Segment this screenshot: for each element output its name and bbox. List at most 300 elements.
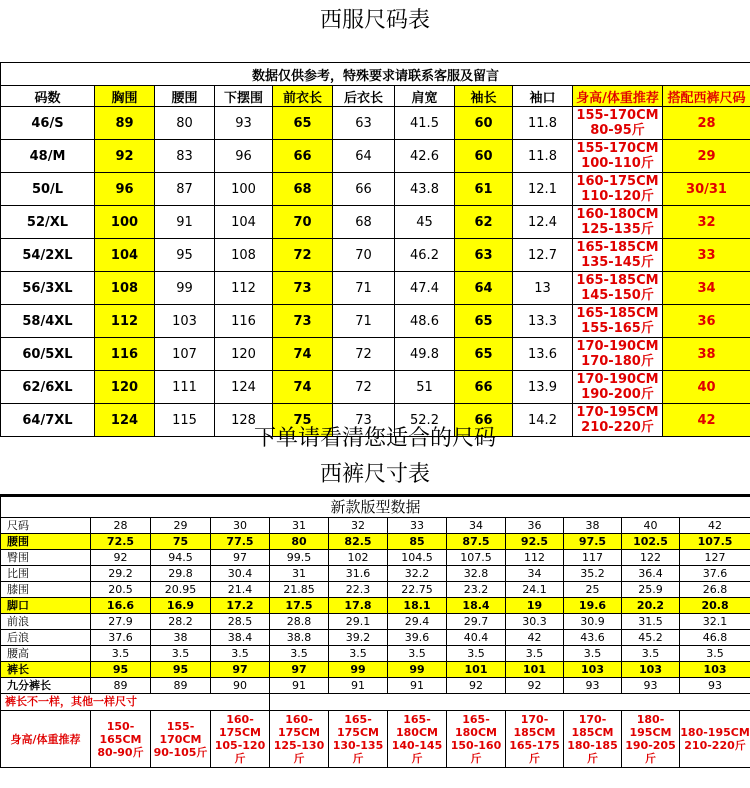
suit-cell: 74 — [273, 338, 333, 371]
pants-cell: 103 — [680, 662, 750, 678]
suit-cell: 52.2 — [395, 404, 455, 437]
pants-cell: 37.6 — [91, 630, 151, 646]
suit-cell: 80 — [155, 107, 215, 140]
pants-cell: 90 — [211, 678, 270, 694]
suit-cell: 71 — [333, 305, 395, 338]
rec-height: 170-190CM — [576, 339, 659, 354]
suit-header-cell: 码数 — [1, 86, 95, 107]
pants-cell: 30.4 — [211, 566, 270, 582]
suit-row — [1, 371, 750, 404]
rec-weight: 125-135斤 — [581, 222, 654, 237]
suit-cell: 96 — [95, 173, 155, 206]
pants-rec-cell: 170-185CM 165-175斤 — [506, 711, 564, 768]
pants-rec-cell: 160-175CM 125-130斤 — [270, 711, 329, 768]
pants-row-label: 尺码 — [1, 518, 91, 534]
pants-cell: 3.5 — [564, 646, 622, 662]
suit-cell: 111 — [155, 371, 215, 404]
suit-cell: 61 — [455, 173, 513, 206]
suit-pants-size: 33 — [663, 239, 750, 272]
suit-cell: 100 — [95, 206, 155, 239]
pants-cell: 18.4 — [447, 598, 506, 614]
pants-cell: 3.5 — [211, 646, 270, 662]
suit-header-cell: 身高/体重推荐 — [573, 86, 663, 107]
pants-row-label: 膝围 — [1, 582, 91, 598]
pants-cell: 29 — [151, 518, 211, 534]
pants-row — [1, 662, 750, 678]
suit-cell: 112 — [215, 272, 273, 305]
suit-cell: 56/3XL — [1, 272, 95, 305]
pants-cell: 31 — [270, 566, 329, 582]
pants-rec-cell: 180-195CM 190-205斤 — [622, 711, 680, 768]
suit-pants-size: 40 — [663, 371, 750, 404]
suit-cell: 73 — [273, 305, 333, 338]
suit-header-cell: 袖口 — [513, 86, 573, 107]
suit-cell: 96 — [215, 140, 273, 173]
suit-cell: 49.8 — [395, 338, 455, 371]
pants-cell: 28.8 — [270, 614, 329, 630]
suit-row — [1, 272, 750, 305]
suit-cell: 62/6XL — [1, 371, 95, 404]
pants-rec-cell: 150-165CM 80-90斤 — [91, 711, 151, 768]
suit-rec-cell — [573, 305, 663, 338]
suit-cell: 103 — [155, 305, 215, 338]
pants-cell: 17.5 — [270, 598, 329, 614]
suit-row — [1, 239, 750, 272]
pants-cell: 3.5 — [151, 646, 211, 662]
pants-cell: 17.8 — [329, 598, 388, 614]
suit-cell: 50/L — [1, 173, 95, 206]
suit-header-cell: 前衣长 — [273, 86, 333, 107]
suit-cell: 45 — [395, 206, 455, 239]
suit-cell: 64/7XL — [1, 404, 95, 437]
pants-cell: 117 — [564, 550, 622, 566]
suit-row — [1, 173, 750, 206]
suit-pants-size: 29 — [663, 140, 750, 173]
pants-cell: 92 — [91, 550, 151, 566]
pants-cell: 33 — [388, 518, 447, 534]
pants-cell: 20.2 — [622, 598, 680, 614]
suit-cell: 72 — [333, 371, 395, 404]
pants-cell: 16.9 — [151, 598, 211, 614]
pants-cell: 28.5 — [211, 614, 270, 630]
pants-rec-cell: 170-185CM 180-185斤 — [564, 711, 622, 768]
pants-cell: 29.7 — [447, 614, 506, 630]
suit-cell: 66 — [333, 173, 395, 206]
pants-cell: 19.6 — [564, 598, 622, 614]
order-hint: 下单请看清您适合的尺码 — [253, 426, 496, 451]
suit-cell: 13 — [513, 272, 573, 305]
pants-cell: 122 — [622, 550, 680, 566]
pants-cell: 21.85 — [270, 582, 329, 598]
pants-cell: 32 — [329, 518, 388, 534]
pants-cell: 38.8 — [270, 630, 329, 646]
suit-cell: 100 — [215, 173, 273, 206]
rec-height: 170-190CM — [576, 372, 659, 387]
pants-rec-label: 身高/体重推荐 — [1, 711, 91, 768]
pants-cell: 19 — [506, 598, 564, 614]
suit-rec-cell — [573, 107, 663, 140]
pants-cell: 21.4 — [211, 582, 270, 598]
pants-cell: 89 — [91, 678, 151, 694]
suit-header-cell: 袖长 — [455, 86, 513, 107]
pants-cell: 103 — [622, 662, 680, 678]
pants-cell: 20.8 — [680, 598, 750, 614]
suit-cell: 41.5 — [395, 107, 455, 140]
suit-cell: 66 — [455, 371, 513, 404]
suit-rec-cell — [573, 140, 663, 173]
pants-cell: 34 — [447, 518, 506, 534]
pants-row — [1, 630, 750, 646]
pants-cell: 31.5 — [622, 614, 680, 630]
pants-cell: 27.9 — [91, 614, 151, 630]
pants-row — [1, 518, 750, 534]
pants-cell: 89 — [151, 678, 211, 694]
pants-cell: 97 — [211, 662, 270, 678]
pants-cell: 43.6 — [564, 630, 622, 646]
pants-cell: 24.1 — [506, 582, 564, 598]
rec-height: 165-185CM — [576, 240, 659, 255]
suit-cell: 60 — [455, 107, 513, 140]
suit-rec-cell — [573, 239, 663, 272]
suit-cell: 12.1 — [513, 173, 573, 206]
suit-cell: 48/M — [1, 140, 95, 173]
pants-row — [1, 598, 750, 614]
pants-cell: 38 — [151, 630, 211, 646]
pants-cell: 42 — [506, 630, 564, 646]
pants-cell: 77.5 — [211, 534, 270, 550]
rec-weight: 155-165斤 — [581, 321, 654, 336]
pants-cell: 38.4 — [211, 630, 270, 646]
suit-row — [1, 107, 750, 140]
suit-note: 数据仅供参考，特殊要求请联系客服及留言 — [1, 63, 750, 86]
rec-height: 155-170CM — [576, 108, 659, 123]
pants-cell: 75 — [151, 534, 211, 550]
suit-cell: 58/4XL — [1, 305, 95, 338]
suit-row — [1, 140, 750, 173]
suit-cell: 83 — [155, 140, 215, 173]
pants-cell: 3.5 — [622, 646, 680, 662]
pants-row — [1, 550, 750, 566]
pants-cell: 93 — [680, 678, 750, 694]
pants-row-label: 腰围 — [1, 534, 91, 550]
pants-row-label: 前浪 — [1, 614, 91, 630]
pants-cell: 97.5 — [564, 534, 622, 550]
pants-row — [1, 678, 750, 694]
pants-cell: 45.2 — [622, 630, 680, 646]
pants-row-label: 腰高 — [1, 646, 91, 662]
suit-cell: 60/5XL — [1, 338, 95, 371]
suit-rec-cell — [573, 371, 663, 404]
suit-cell: 46/S — [1, 107, 95, 140]
suit-cell: 13.9 — [513, 371, 573, 404]
suit-title: 西服尺码表 — [319, 8, 430, 33]
pants-cell: 99.5 — [270, 550, 329, 566]
suit-cell: 104 — [95, 239, 155, 272]
pants-row — [1, 566, 750, 582]
pants-cell: 102.5 — [622, 534, 680, 550]
suit-cell: 87 — [155, 173, 215, 206]
suit-cell: 73 — [273, 272, 333, 305]
suit-rec-cell — [573, 173, 663, 206]
pants-cell: 16.6 — [91, 598, 151, 614]
suit-cell: 66 — [455, 404, 513, 437]
pants-cell: 92 — [506, 678, 564, 694]
pants-cell: 107.5 — [447, 550, 506, 566]
pants-cell: 28 — [91, 518, 151, 534]
pants-cell: 92.5 — [506, 534, 564, 550]
pants-cell: 20.95 — [151, 582, 211, 598]
pants-cell: 39.6 — [388, 630, 447, 646]
pants-cell: 36 — [506, 518, 564, 534]
suit-cell: 115 — [155, 404, 215, 437]
pants-cell: 72.5 — [91, 534, 151, 550]
suit-header-cell: 胸围 — [95, 86, 155, 107]
pants-cell: 87.5 — [447, 534, 506, 550]
pants-cell: 93 — [622, 678, 680, 694]
pants-row — [1, 614, 750, 630]
pants-cell: 112 — [506, 550, 564, 566]
suit-cell: 60 — [455, 140, 513, 173]
suit-pants-size: 38 — [663, 338, 750, 371]
pants-cell: 30.3 — [506, 614, 564, 630]
rec-height: 165-185CM — [576, 273, 659, 288]
pants-row — [1, 582, 750, 598]
suit-cell: 70 — [333, 239, 395, 272]
pants-cell: 29.4 — [388, 614, 447, 630]
pants-cell: 29.2 — [91, 566, 151, 582]
pants-row-label: 比围 — [1, 566, 91, 582]
pants-cell: 31 — [270, 518, 329, 534]
suit-cell: 46.2 — [395, 239, 455, 272]
pants-cell: 127 — [680, 550, 750, 566]
rec-height: 160-175CM — [576, 174, 659, 189]
suit-cell: 128 — [215, 404, 273, 437]
suit-cell: 47.4 — [395, 272, 455, 305]
suit-cell: 108 — [95, 272, 155, 305]
suit-cell: 42.6 — [395, 140, 455, 173]
suit-cell: 62 — [455, 206, 513, 239]
pants-rec-cell: 160-175CM 105-120斤 — [211, 711, 270, 768]
rec-weight: 190-200斤 — [581, 387, 654, 402]
suit-header-cell: 后衣长 — [333, 86, 395, 107]
pants-note-blank — [270, 694, 750, 711]
suit-rec-cell — [573, 206, 663, 239]
suit-cell: 64 — [333, 140, 395, 173]
pants-size-table — [0, 496, 750, 768]
pants-cell: 103 — [564, 662, 622, 678]
suit-cell: 107 — [155, 338, 215, 371]
suit-cell: 52/XL — [1, 206, 95, 239]
suit-pants-size: 42 — [663, 404, 750, 437]
pants-cell: 92 — [447, 678, 506, 694]
pants-cell: 40 — [622, 518, 680, 534]
suit-cell: 11.8 — [513, 107, 573, 140]
suit-cell: 48.6 — [395, 305, 455, 338]
pants-cell: 3.5 — [447, 646, 506, 662]
suit-cell: 104 — [215, 206, 273, 239]
suit-cell: 11.8 — [513, 140, 573, 173]
suit-cell: 95 — [155, 239, 215, 272]
suit-cell: 13.3 — [513, 305, 573, 338]
pants-cell: 18.1 — [388, 598, 447, 614]
suit-cell: 65 — [455, 305, 513, 338]
suit-cell: 112 — [95, 305, 155, 338]
pants-cell: 102 — [329, 550, 388, 566]
pants-cell: 30 — [211, 518, 270, 534]
pants-cell: 3.5 — [680, 646, 750, 662]
rec-weight: 100-110斤 — [581, 156, 654, 171]
suit-cell: 120 — [215, 338, 273, 371]
pants-cell: 3.5 — [270, 646, 329, 662]
suit-cell: 66 — [273, 140, 333, 173]
suit-row — [1, 338, 750, 371]
suit-cell: 14.2 — [513, 404, 573, 437]
suit-cell: 124 — [215, 371, 273, 404]
suit-rec-cell — [573, 272, 663, 305]
suit-cell: 116 — [215, 305, 273, 338]
pants-cell: 25 — [564, 582, 622, 598]
pants-cell: 101 — [447, 662, 506, 678]
pants-note: 裤长不一样，其他一样尺寸 — [1, 694, 270, 711]
suit-cell: 74 — [273, 371, 333, 404]
pants-cell: 37.6 — [680, 566, 750, 582]
suit-pants-size: 28 — [663, 107, 750, 140]
pants-cell: 3.5 — [388, 646, 447, 662]
suit-cell: 92 — [95, 140, 155, 173]
suit-cell: 71 — [333, 272, 395, 305]
pants-row-label: 脚口 — [1, 598, 91, 614]
pants-cell: 29.8 — [151, 566, 211, 582]
suit-size-table — [0, 62, 750, 437]
rec-weight: 170-180斤 — [581, 354, 654, 369]
suit-cell: 51 — [395, 371, 455, 404]
pants-cell: 22.75 — [388, 582, 447, 598]
pants-cell: 42 — [680, 518, 750, 534]
pants-cell: 40.4 — [447, 630, 506, 646]
suit-cell: 75 — [273, 404, 333, 437]
suit-cell: 63 — [455, 239, 513, 272]
pants-cell: 39.2 — [329, 630, 388, 646]
suit-cell: 72 — [333, 338, 395, 371]
suit-cell: 13.6 — [513, 338, 573, 371]
pants-cell: 17.2 — [211, 598, 270, 614]
rec-height: 160-180CM — [576, 207, 659, 222]
suit-cell: 73 — [333, 404, 395, 437]
rec-weight: 110-120斤 — [581, 189, 654, 204]
pants-cell: 82.5 — [329, 534, 388, 550]
suit-pants-size: 36 — [663, 305, 750, 338]
pants-cell: 36.4 — [622, 566, 680, 582]
pants-cell: 25.9 — [622, 582, 680, 598]
suit-pants-size: 30/31 — [663, 173, 750, 206]
rec-weight: 145-150斤 — [581, 288, 654, 303]
suit-cell: 99 — [155, 272, 215, 305]
pants-cell: 97 — [211, 550, 270, 566]
suit-pants-size: 34 — [663, 272, 750, 305]
pants-cell: 22.3 — [329, 582, 388, 598]
pants-cell: 26.8 — [680, 582, 750, 598]
suit-cell: 68 — [333, 206, 395, 239]
pants-cell: 3.5 — [329, 646, 388, 662]
pants-cell: 29.1 — [329, 614, 388, 630]
pants-cell: 91 — [388, 678, 447, 694]
suit-cell: 12.7 — [513, 239, 573, 272]
pants-cell: 91 — [329, 678, 388, 694]
suit-cell: 91 — [155, 206, 215, 239]
pants-rec-cell: 155-170CM 90-105斤 — [151, 711, 211, 768]
suit-cell: 70 — [273, 206, 333, 239]
pants-row-label: 裤长 — [1, 662, 91, 678]
pants-cell: 3.5 — [91, 646, 151, 662]
pants-cell: 94.5 — [151, 550, 211, 566]
rec-weight: 80-95斤 — [590, 123, 645, 138]
pants-cell: 38 — [564, 518, 622, 534]
pants-subtitle: 新款版型数据 — [1, 497, 750, 518]
pants-row-label: 九分裤长 — [1, 678, 91, 694]
pants-cell: 99 — [329, 662, 388, 678]
suit-cell: 116 — [95, 338, 155, 371]
pants-row — [1, 534, 750, 550]
suit-cell: 68 — [273, 173, 333, 206]
pants-cell: 35.2 — [564, 566, 622, 582]
rec-weight: 210-220斤 — [581, 420, 654, 435]
suit-cell: 124 — [95, 404, 155, 437]
suit-cell: 65 — [273, 107, 333, 140]
suit-header-cell: 下摆围 — [215, 86, 273, 107]
pants-cell: 107.5 — [680, 534, 750, 550]
suit-header-cell: 肩宽 — [395, 86, 455, 107]
pants-cell: 93 — [564, 678, 622, 694]
suit-cell: 89 — [95, 107, 155, 140]
suit-pants-size: 32 — [663, 206, 750, 239]
pants-cell: 97 — [270, 662, 329, 678]
suit-cell: 43.8 — [395, 173, 455, 206]
pants-cell: 91 — [270, 678, 329, 694]
suit-cell: 108 — [215, 239, 273, 272]
pants-cell: 95 — [91, 662, 151, 678]
pants-cell: 32.1 — [680, 614, 750, 630]
rec-height: 155-170CM — [576, 141, 659, 156]
pants-cell: 30.9 — [564, 614, 622, 630]
pants-row-label: 臀围 — [1, 550, 91, 566]
pants-rec-cell: 165-180CM 140-145斤 — [388, 711, 447, 768]
suit-cell: 72 — [273, 239, 333, 272]
pants-rec-cell: 180-195CM 210-220斤 — [680, 711, 750, 768]
pants-row-label: 后浪 — [1, 630, 91, 646]
suit-cell: 12.4 — [513, 206, 573, 239]
suit-header-row — [1, 86, 750, 107]
suit-cell: 120 — [95, 371, 155, 404]
pants-cell: 34 — [506, 566, 564, 582]
rec-weight: 135-145斤 — [581, 255, 654, 270]
suit-cell: 65 — [455, 338, 513, 371]
pants-row — [1, 646, 750, 662]
pants-cell: 31.6 — [329, 566, 388, 582]
pants-cell: 104.5 — [388, 550, 447, 566]
pants-cell: 46.8 — [680, 630, 750, 646]
pants-cell: 3.5 — [506, 646, 564, 662]
suit-rec-cell — [573, 338, 663, 371]
suit-header-cell: 腰围 — [155, 86, 215, 107]
suit-cell: 54/2XL — [1, 239, 95, 272]
pants-cell: 23.2 — [447, 582, 506, 598]
suit-row — [1, 206, 750, 239]
pants-rec-cell: 165-175CM 130-135斤 — [329, 711, 388, 768]
pants-cell: 32.8 — [447, 566, 506, 582]
suit-cell: 64 — [455, 272, 513, 305]
pants-cell: 95 — [151, 662, 211, 678]
pants-cell: 28.2 — [151, 614, 211, 630]
